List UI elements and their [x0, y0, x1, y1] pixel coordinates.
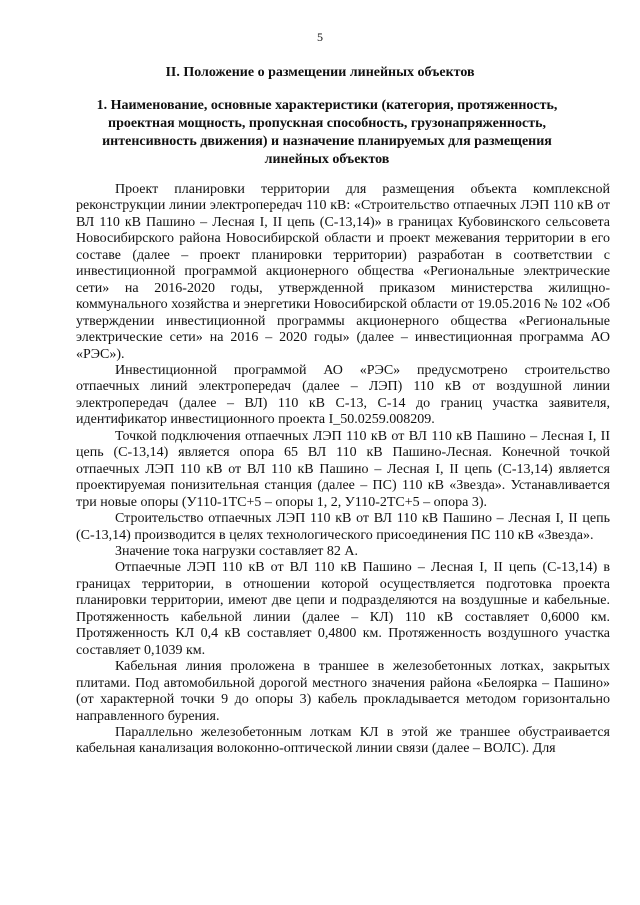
paragraph-project-basis: Проект планировки территории для размещения объекта комплексной реконструкции линии электропередач 110 кВ: «Строительство отпаечных ЛЭП 110 кВ от ВЛ 110 кВ Пашино – Лесная I, II цепь (С-13,14)» в границах Кубовинского сельсовета Новосибирского района Новосибирской области и проект межевания территории в его составе (далее – проект планировки территории) разработан в соответствии с инвестиционной программой акционерного общества «Региональные электрические сети» на 2016-2020 годы, утвержденной приказом министерства жилищно-коммунального хозяйства и энергетики Новосибирской области от 19.05.2016 № 102 «Об утверждении инвестиционной программы акционерного общества «Региональные электрические сети» на 2016 – 2020 годы» (далее – инвестиционная программа АО «РЭС»). — [76, 182, 610, 362]
paragraph-investment-program: Инвестиционной программой АО «РЭС» предусмотрено строительство отпаечных линий электропередач (далее – ЛЭП) 110 кВ от воздушной линии электропередач (далее – ВЛ) 110 кВ С-13, С-14 до границ участка заявителя, идентификатор инвестиционного проекта I_50.0259.008209. — [76, 362, 610, 428]
subsection-title: 1. Наименование, основные характеристики (категория, протяженность, проектная мощность, пропускная способность, грузонапряженность, интенсивность движения) и назначение планируемых для размещения линейных объектов — [96, 98, 558, 167]
paragraph-connection-points: Точкой подключения отпаечных ЛЭП 110 кВ от ВЛ 110 кВ Пашино – Лесная I, II цепь (С-13,14) является опора 65 ВЛ 110 кВ Пашино-Лесная. Конечной точкой отпаечных ЛЭП 110 кВ от ВЛ 110 кВ Пашино – Лесная I, II цепь (С-13,14) является проектируемая понизительная станция (далее – ПС) 110 кВ «Звезда». Устанавливается три новые опоры (У110-1ТС+5 – опоры 1, 2, У110-2ТС+5 – опора 3). — [76, 428, 610, 510]
paragraph-cable-laying: Кабельная линия проложена в траншее в железобетонных лотках, закрытых плитами. Под автомобильной дорогой местного значения района «Белоярка – Пашино» (от характерной точки 9 до опоры 3) кабель прокладывается методом горизонтально направленного бурения. — [76, 659, 610, 724]
section-title: II. Положение о размещении линейных объектов — [165, 65, 475, 80]
document-body — [76, 182, 610, 758]
paragraph-fiber-channel: Параллельно железобетонным лоткам КЛ в этой же траншее обустраивается кабельная канализация волоконно-оптической линии связи (далее – ВОЛС). Для — [76, 724, 610, 757]
paragraph-construction-purpose: Строительство отпаечных ЛЭП 110 кВ от ВЛ 110 кВ Пашино – Лесная I, II цепь (С-13,14) производится в целях технологического присоединения ПС 110 кВ «Звезда». — [76, 511, 610, 543]
paragraph-line-lengths: Отпаечные ЛЭП 110 кВ от ВЛ 110 кВ Пашино – Лесная I, II цепь (С-13,14) в границах территории, в отношении которой осуществляется подготовка проекта планировки территории, имеют две цепи и подразделяются на воздушные и кабельные. Протяженность кабельной линии (далее – КЛ) 110 кВ составляет 0,6000 км. Протяженность КЛ 0,4 кВ составляет 0,4800 км. Протяженность воздушного участка составляет 0,1039 км. — [76, 560, 610, 658]
page-number: 5 — [317, 30, 323, 44]
paragraph-load-current: Значение тока нагрузки составляет 82 А. — [115, 543, 359, 559]
